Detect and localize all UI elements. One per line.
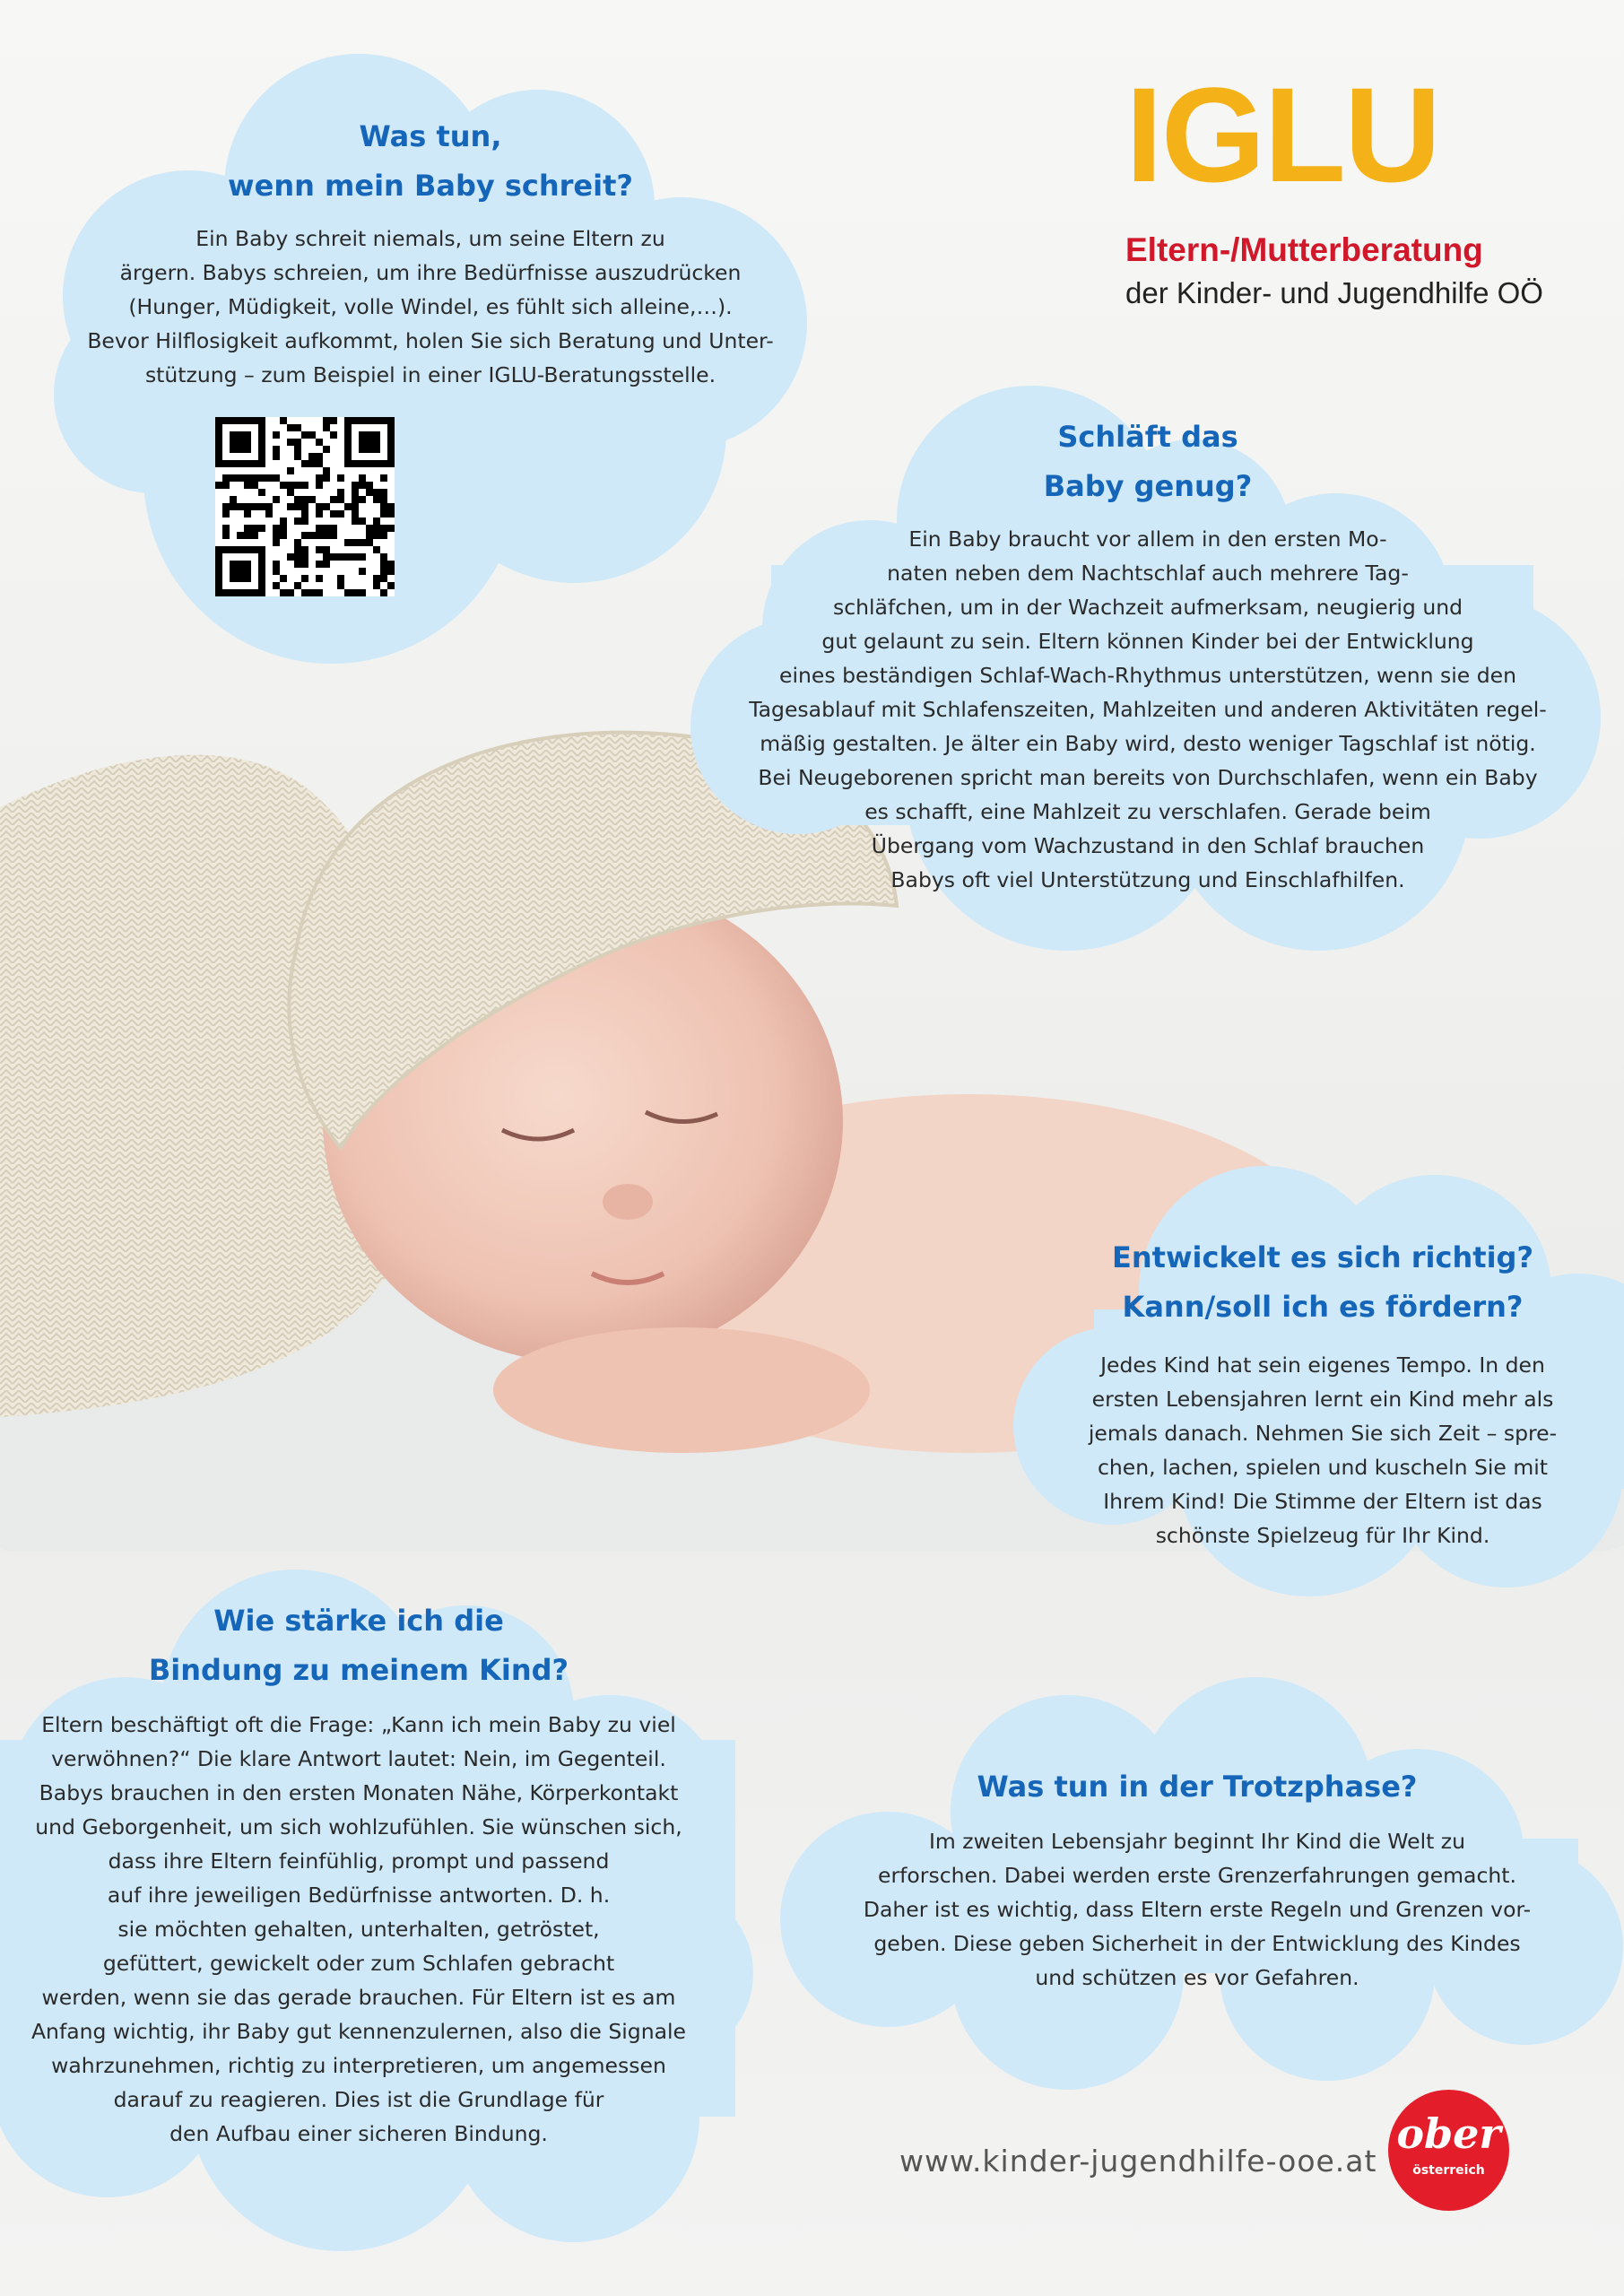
qr-module: [251, 474, 258, 482]
qr-module: [265, 510, 273, 517]
qr-module: [308, 532, 316, 539]
qr-module: [359, 568, 366, 575]
text-line: gut gelaunt zu sein. Eltern können Kinder bei der Entwicklung: [821, 629, 1474, 654]
qr-module: [294, 439, 301, 446]
text-line: sie möchten gehalten, unterhalten, getröstet,: [117, 1917, 600, 1942]
text-line: Eltern beschäftigt oft die Frage: „Kann ich mein Baby zu viel: [41, 1712, 676, 1737]
qr-module: [237, 532, 244, 539]
text-line: ersten Lebensjahren lernt ein Kind mehr als: [1091, 1387, 1554, 1412]
qr-module: [323, 546, 330, 553]
qr-module: [222, 525, 230, 532]
text-line: erforschen. Dabei werden erste Grenzerfahrungen gemacht.: [878, 1863, 1516, 1888]
text-line: jemals danach. Nehmen Sie sich Zeit – spre-: [1088, 1421, 1558, 1446]
qr-module: [273, 453, 280, 460]
qr-module: [258, 525, 265, 532]
text-line: eines beständigen Schlaf-Wach-Rhythmus unterstützen, wenn sie den: [779, 663, 1516, 688]
cloud-title-line: Schläft das: [1057, 420, 1238, 454]
qr-module: [273, 474, 280, 482]
qr-module: [273, 568, 280, 575]
cloud-title-line: Baby genug?: [1043, 469, 1253, 503]
qr-module: [316, 510, 323, 517]
qr-module: [301, 532, 308, 539]
qr-module: [244, 474, 251, 482]
text-line: darauf zu reagieren. Dies ist die Grundlage für: [113, 2087, 604, 2112]
qr-module: [265, 503, 273, 510]
qr-module: [316, 532, 323, 539]
text-line: Bei Neugeborenen spricht man bereits von Durchschlafen, wenn ein Baby: [758, 765, 1538, 790]
qr-module: [359, 431, 380, 453]
qr-module: [287, 424, 294, 431]
qr-module: [330, 553, 337, 561]
cloud-title-line: Bindung zu meinem Kind?: [148, 1653, 569, 1687]
qr-module: [316, 589, 323, 596]
cloud-development: [1022, 1166, 1624, 1587]
qr-module: [287, 553, 294, 561]
qr-module: [251, 503, 258, 510]
qr-module: [294, 424, 301, 431]
qr-module: [230, 474, 237, 482]
text-line: schläfchen, um in der Wachzeit aufmerksam, neugierig und: [832, 595, 1463, 620]
text-line: den Aufbau einer sicheren Bindung.: [169, 2121, 548, 2146]
qr-module: [373, 546, 380, 553]
qr-module: [387, 525, 395, 532]
qr-module: [230, 431, 251, 453]
qr-module: [316, 453, 323, 460]
qr-module: [316, 575, 323, 582]
qr-module: [359, 539, 366, 546]
qr-module: [323, 446, 330, 453]
qr-module: [330, 431, 337, 439]
qr-module: [308, 589, 316, 596]
qr-module: [251, 482, 258, 489]
qr-module: [380, 575, 387, 582]
qr-module: [273, 539, 280, 546]
text-line: Übergang vom Wachzustand in den Schlaf brauchen: [871, 833, 1425, 858]
text-line: stützung – zum Beispiel in einer IGLU-Beratungsstelle.: [144, 362, 716, 387]
qr-module: [301, 503, 308, 510]
text-line: wahrzunehmen, richtig zu interpretieren, um angemessen: [51, 2053, 666, 2078]
qr-module: [222, 474, 230, 482]
text-line: werden, wenn sie das gerade brauchen. Für Eltern ist es am: [41, 1985, 676, 2010]
website-link[interactable]: www.kinder-jugendhilfe-ooe.at: [899, 2144, 1377, 2179]
qr-module: [380, 489, 387, 496]
qr-module: [359, 553, 366, 561]
qr-module: [301, 431, 308, 439]
qr-module: [359, 496, 366, 503]
qr-module: [380, 589, 387, 596]
qr-module: [230, 561, 251, 582]
qr-module: [273, 525, 280, 532]
qr-module: [301, 517, 308, 525]
qr-module: [352, 553, 359, 561]
qr-module: [222, 482, 230, 489]
text-line: Anfang wichtig, ihr Baby gut kennenzulernen, also die Signale: [30, 2019, 686, 2044]
qr-module: [308, 460, 316, 467]
qr-module: [387, 568, 395, 575]
qr-module: [373, 575, 380, 582]
qr-module: [337, 496, 344, 503]
text-line: schönste Spielzeug für Ihr Kind.: [1155, 1523, 1490, 1548]
qr-module: [308, 496, 316, 503]
qr-module: [373, 582, 380, 589]
qr-module: [287, 503, 294, 510]
text-line: geben. Diese geben Sicherheit in der Entwicklung des Kindes: [873, 1931, 1521, 1956]
qr-code[interactable]: [215, 417, 395, 596]
qr-module: [330, 417, 337, 424]
logo-subtitle-2: der Kinder- und Jugendhilfe OÖ: [1125, 276, 1543, 309]
text-line: verwöhnen?“ Die klare Antwort lautet: Nein, im Gegenteil.: [51, 1746, 666, 1771]
qr-module: [330, 532, 337, 539]
qr-module: [215, 482, 222, 489]
qr-module: [337, 582, 344, 589]
qr-module: [294, 553, 301, 561]
qr-module: [380, 561, 387, 568]
qr-module: [308, 453, 316, 460]
text-line: es schafft, eine Mahlzeit zu verschlafen. Gerade beim: [864, 799, 1431, 824]
qr-module: [359, 482, 366, 489]
text-line: und schützen es vor Gefahren.: [1035, 1965, 1359, 1990]
qr-module: [352, 510, 359, 517]
qr-module: [344, 553, 352, 561]
qr-module: [301, 561, 308, 568]
qr-module: [387, 503, 395, 510]
qr-module: [258, 503, 265, 510]
qr-module: [323, 553, 330, 561]
cloud-title-line: Wie stärke ich die: [213, 1604, 504, 1638]
qr-module: [294, 561, 301, 568]
qr-module: [344, 539, 352, 546]
qr-module: [330, 525, 337, 532]
qr-module: [337, 474, 344, 482]
qr-module: [294, 453, 301, 460]
qr-module: [323, 532, 330, 539]
qr-module: [294, 503, 301, 510]
text-line: Ein Baby braucht vor allem in den ersten Mo-: [908, 526, 1387, 552]
qr-module: [387, 582, 395, 589]
cloud-title-line: Was tun,: [359, 119, 502, 153]
cloud-title-line: wenn mein Baby schreit?: [228, 169, 633, 203]
qr-module: [280, 589, 287, 596]
qr-module: [387, 510, 395, 517]
text-line: Tagesablauf mit Schlafenszeiten, Mahlzeiten und anderen Aktivitäten regel-: [749, 697, 1547, 722]
qr-module: [337, 489, 344, 496]
qr-module: [258, 489, 265, 496]
qr-module: [387, 561, 395, 568]
cloud-tantrum: [771, 1677, 1623, 2063]
qr-module: [301, 510, 308, 517]
qr-module: [373, 489, 380, 496]
qr-module: [380, 496, 387, 503]
cloud-title-line: Entwickelt es sich richtig?: [1112, 1240, 1533, 1274]
qr-module: [352, 517, 359, 525]
qr-module: [294, 446, 301, 453]
qr-module: [373, 532, 380, 539]
qr-module: [273, 446, 280, 453]
qr-module: [222, 510, 230, 517]
qr-module: [316, 482, 323, 489]
qr-module: [222, 532, 230, 539]
logo-subword: österreich: [1412, 2163, 1485, 2178]
text-line: Jedes Kind hat sein eigenes Tempo. In den: [1100, 1352, 1545, 1378]
qr-module: [330, 510, 337, 517]
qr-module: [359, 517, 366, 525]
qr-module: [344, 589, 352, 596]
qr-module: [287, 589, 294, 596]
qr-module: [273, 431, 280, 439]
qr-module: [280, 482, 287, 489]
qr-module: [316, 525, 323, 532]
qr-module: [244, 503, 251, 510]
text-line: mäßig gestalten. Je älter ein Baby wird, desto weniger Tagschlaf ist nötig.: [760, 731, 1536, 756]
qr-module: [280, 525, 287, 532]
qr-module: [294, 582, 301, 589]
text-line: Ein Baby schreit niemals, um seine Eltern zu: [195, 226, 665, 251]
qr-module: [294, 482, 301, 489]
qr-module: [366, 525, 373, 532]
qr-module: [380, 532, 387, 539]
qr-module: [323, 503, 330, 510]
qr-module: [273, 561, 280, 568]
qr-module: [301, 460, 308, 467]
text-line: auf ihre jeweiligen Bedürfnisse antworten. D. h.: [107, 1883, 611, 1908]
qr-module: [244, 510, 251, 517]
text-line: Ihrem Kind! Die Stimme der Eltern ist das: [1103, 1489, 1542, 1514]
qr-module: [366, 539, 373, 546]
qr-module: [359, 474, 366, 482]
qr-module: [380, 525, 387, 532]
text-line: gefüttert, gewickelt oder zum Schlafen gebracht: [102, 1951, 615, 1976]
qr-module: [352, 482, 359, 489]
cloud-title-line: Was tun in der Trotzphase?: [977, 1770, 1418, 1804]
qr-module: [380, 474, 387, 482]
qr-module: [244, 532, 251, 539]
qr-module: [316, 546, 323, 553]
qr-module: [380, 568, 387, 575]
qr-module: [301, 546, 308, 553]
text-line: naten neben dem Nachtschlaf auch mehrere Tag-: [887, 561, 1409, 586]
qr-module: [237, 474, 244, 482]
qr-module: [251, 525, 258, 532]
qr-module: [323, 561, 330, 568]
qr-module: [352, 503, 359, 510]
qr-module: [258, 474, 265, 482]
cloud-sleep: [690, 386, 1605, 960]
qr-module: [287, 489, 294, 496]
text-line: dass ihre Eltern feinfühlig, prompt und passend: [108, 1848, 610, 1874]
qr-module: [280, 575, 287, 582]
qr-module: [222, 503, 230, 510]
qr-module: [344, 503, 352, 510]
qr-module: [273, 582, 280, 589]
qr-module: [280, 532, 287, 539]
qr-module: [308, 431, 316, 439]
qr-module: [280, 517, 287, 525]
qr-module: [380, 503, 387, 510]
qr-module: [373, 517, 380, 525]
text-line: ärgern. Babys schreien, um ihre Bedürfnisse auszudrücken: [119, 260, 742, 285]
qr-module: [352, 539, 359, 546]
qr-module: [352, 589, 359, 596]
qr-module: [380, 553, 387, 561]
logo-subtitle: Eltern-/Mutterberatung: [1125, 231, 1483, 268]
qr-module: [316, 503, 323, 510]
qr-module: [373, 496, 380, 503]
cloud-title-line: Kann/soll ich es fördern?: [1122, 1290, 1524, 1324]
qr-module: [237, 503, 244, 510]
qr-module: [301, 553, 308, 561]
qr-module: [337, 575, 344, 582]
qr-module: [294, 517, 301, 525]
qr-module: [265, 474, 273, 482]
text-line: Babys brauchen in den ersten Monaten Nähe, Körperkontakt: [39, 1780, 679, 1805]
qr-module: [366, 489, 373, 496]
qr-module: [352, 496, 359, 503]
qr-module: [359, 589, 366, 596]
qr-module: [380, 510, 387, 517]
qr-module: [316, 460, 323, 467]
oberoesterreich-logo: [1388, 2090, 1509, 2211]
qr-module: [287, 439, 294, 446]
qr-module: [352, 489, 359, 496]
qr-module: [337, 553, 344, 561]
qr-module: [337, 510, 344, 517]
qr-module: [287, 482, 294, 489]
qr-module: [230, 503, 237, 510]
qr-module: [316, 474, 323, 482]
qr-module: [323, 424, 330, 431]
qr-module: [316, 561, 323, 568]
qr-module: [301, 482, 308, 489]
qr-module: [273, 496, 280, 503]
qr-module: [323, 417, 330, 424]
qr-module: [323, 467, 330, 474]
cloud-bonding: [0, 1561, 753, 2251]
qr-module: [323, 474, 330, 482]
qr-module: [230, 496, 237, 503]
qr-module: [251, 532, 258, 539]
qr-module: [301, 575, 308, 582]
qr-module: [301, 589, 308, 596]
text-line: Im zweiten Lebensjahr beginnt Ihr Kind die Welt zu: [928, 1829, 1466, 1854]
qr-module: [244, 525, 251, 532]
qr-module: [366, 482, 373, 489]
qr-module: [244, 482, 251, 489]
qr-module: [294, 539, 301, 546]
qr-module: [330, 496, 337, 503]
text-line: und Geborgenheit, um sich wohlzufühlen. Sie wünschen sich,: [35, 1814, 682, 1839]
iglu-logo: IGLU: [1125, 59, 1440, 210]
qr-module: [294, 496, 301, 503]
qr-module: [373, 525, 380, 532]
qr-module: [273, 532, 280, 539]
qr-module: [323, 525, 330, 532]
qr-module: [294, 546, 301, 553]
qr-module: [280, 417, 287, 424]
qr-module: [287, 467, 294, 474]
qr-module: [301, 496, 308, 503]
logo-word: ober: [1396, 2109, 1501, 2158]
qr-module: [316, 439, 323, 446]
text-line: (Hunger, Müdigkeit, volle Windel, es fühlt sich alleine,…).: [128, 294, 733, 319]
text-line: Bevor Hilflosigkeit aufkommt, holen Sie sich Beratung und Unter-: [87, 328, 774, 353]
qr-module: [366, 532, 373, 539]
text-line: Babys oft viel Unterstützung und Einschlafhilfen.: [890, 867, 1405, 892]
text-line: Daher ist es wichtig, dass Eltern erste Regeln und Grenzen vor-: [863, 1897, 1532, 1922]
text-line: chen, lachen, spielen und kuscheln Sie mit: [1097, 1455, 1548, 1480]
